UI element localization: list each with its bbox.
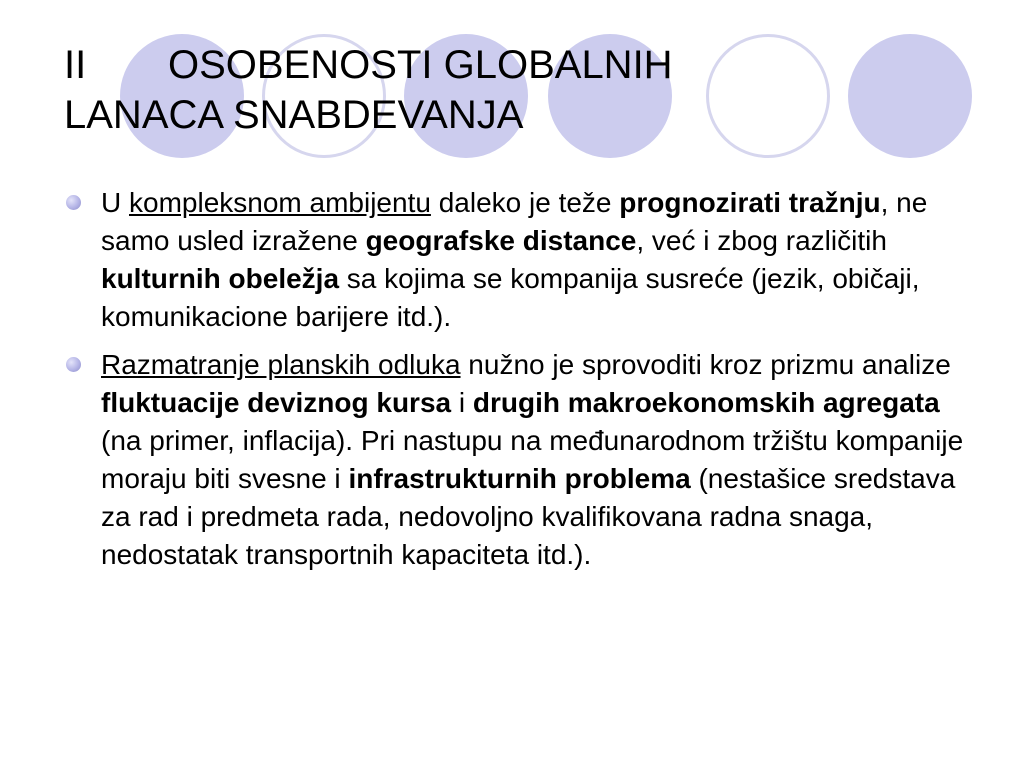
text-segment: sa kojima se kompanija susreće (jezik, običaji, komunikacione barijere itd.). — [101, 263, 920, 332]
text-segment: , ne samo usled izražene — [101, 187, 928, 256]
bold-text: fluktuacije deviznog kursa — [101, 387, 452, 418]
text-segment: i — [451, 387, 473, 418]
title-text-1: OSOBENOSTI GLOBALNIH — [168, 43, 673, 87]
text-segment: daleko je teže — [430, 187, 620, 218]
slide-title — [64, 40, 964, 140]
bullet-item — [66, 346, 966, 574]
text-segment: , već i zbog različitih — [636, 225, 887, 256]
bullet-item — [66, 184, 966, 336]
text-segment: (na primer, inflacija). Pri nastupu na međunarodnom tržištu kompanije moraju biti svesne i — [101, 425, 964, 494]
bullet-icon — [66, 195, 81, 210]
bullet-text — [101, 349, 963, 570]
title-number: II — [64, 43, 87, 87]
bold-text: drugih makroekonomskih agregata — [472, 387, 940, 418]
bullet-text — [101, 187, 927, 332]
title-line-1 — [64, 40, 964, 90]
bullet-list — [66, 184, 966, 584]
bullet-icon — [66, 357, 81, 372]
bold-text: kulturnih obeležja — [101, 263, 340, 294]
underlined-text: kompleksnom ambijentu — [129, 187, 431, 218]
text-segment: U — [101, 187, 129, 218]
bold-text: prognozirati tražnju — [619, 187, 881, 218]
bold-text: geografske distance — [365, 225, 637, 256]
text-segment: (nestašice sredstava za rad i predmeta rada, nedovoljno kvalifikovana radna snaga, nedostatak transportnih kapaciteta itd.). — [101, 463, 956, 570]
text-segment: nužno je sprovoditi kroz prizmu analize — [460, 349, 951, 380]
title-line-2: LANACA SNABDEVANJA — [64, 93, 524, 137]
bold-text: infrastrukturnih problema — [348, 463, 691, 494]
underlined-text: Razmatranje planskih odluka — [101, 349, 461, 380]
